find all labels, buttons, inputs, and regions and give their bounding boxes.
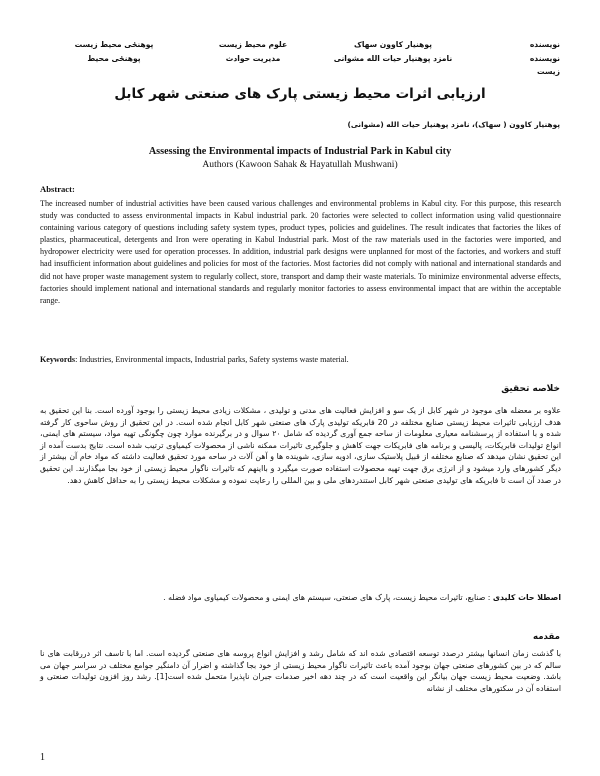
persian-keywords xyxy=(40,590,561,605)
abstract-heading: Abstract: xyxy=(40,184,75,194)
author-faculty: پوهنځی محیط xyxy=(87,54,141,63)
keywords-label: Keywords xyxy=(40,355,76,364)
author-faculty: پوهنځی محیط زیست xyxy=(74,40,154,49)
keywords-text: : Industries, Environmental impacts, Industrial parks, Safety systems waste material. xyxy=(75,355,349,364)
author-row-3 xyxy=(40,67,560,76)
author-row-1 xyxy=(40,40,560,49)
author-label: نویسنده xyxy=(529,40,560,49)
persian-summary-text: علاوه بر معضله های موجود در شهر کابل از یک سو و افزایش فعالیت های مدنی و تولیدی ، مشکلات زیادی محیط زیستی را بوجود آورده است. بنا این تحقیق به هدف ارزیابی تاثیرات محیط زیستی صنایع مختلفه در 20 فابریکه تولیدی پارک های صنعتی شهر کابل انجام شده است. در این تحقیق از روش ساحوی کار گرفته شده و با استفاده از پرسشنامه معیاری معلومات از ساحه جمع آوری گردیده که شامل ۲۰ سوال و در برگیرنده موارد چون چگونگی تهیه مواد، سیستم های ایمنی، انواع تولیدات فابریکات، پالیسی و برنامه های فابریکات جهت کاهش و جلوگیری تاثیرات ممکنه ناشی از محصولات کیمیاوی ترتیب شده است. نتایج بدست آمده از این تحقیق نشان میدهد که صنایع مختلفه از قبیل پلاستیک سازی، ادویه سازی، شوینده ها و آهن آلات در ساحه مورد تحقیق فعالیت داشته که مواد خام آن بیشتر از دیگر کشورهای وارد میشود و از انرژی برق جهت تهیه محصولات استفاده صورت میگیرد و بااینهم که تاثیرات ناگوار محیط زیستی از خود بجا میگذارند. این تحقیق در صدد آن است تا فابریکه های تولیدی صنعتی شهر کابل استندردهای ملی و بین المللی را رعایت نموده و مشکلات محیط زیستی را به حداقل کاهش دهد. xyxy=(40,406,561,485)
persian-summary-heading: خلاصه تحقیق xyxy=(501,384,560,394)
page-number: 1 xyxy=(40,752,45,763)
persian-title: ارزیابی اثرات محیط زیستی پارک های صنعتی شهر کابل xyxy=(114,86,486,102)
author-name: نامزد پوهنیار حیات الله مشوانی xyxy=(333,54,453,63)
keywords xyxy=(40,355,561,364)
author-label: زیست xyxy=(537,67,560,76)
persian-intro-heading: مقدمه xyxy=(532,632,560,642)
author-label: نویسنده xyxy=(529,54,560,63)
persian-keywords-text: : صنایع، تاثیرات محیط زیست، پارک های صنعتی، سیستم های ایمنی و محصولات کیمیاوی مواد فضله . xyxy=(163,593,493,602)
english-title: Assessing the Environmental impacts of Industrial Park in Kabul city xyxy=(148,146,452,157)
persian-keywords-label: اصطلا حات کلیدی xyxy=(492,593,561,602)
abstract-text: The increased number of industrial activities have been caused various challenges and environmental problems in Kabul city. For this purpose, this research study was conducted to assess environmental impacts in Kabul industrial park. 20 factories were selected to collect information using valid questionnaire containing various category of questions including safety system types, product types, policies and guidelines. The result indicates that factories the likes of plastics, pharmaceutical, detergents and Iron were operating in Kabul Industrial park. Most of the raw materials used in the factories were imported, and hydropower electricity were used for operation processes. In addition, industrial park designs were unplanned for most of the factories, and workers and stuff had insufficient information about guidelines and policies for most of the factories. Most factories did not comply with national and international standards and did not have proper waste management system to regularly collect, store, transport and damp their waste materials. To minimize environmental adverse effects, factories should implement national and international standards and regularly monitor factories to assess environmental impact that are within the acceptable range. xyxy=(40,199,561,305)
author-row-2 xyxy=(40,54,560,63)
english-authors: Authors (Kawoon Sahak & Hayatullah Mushwani) xyxy=(202,159,398,170)
persian-intro-text: با گذشت زمان انسانها بیشتر درصدد توسعه اقتصادی شده اند که شامل رشد و افزایش انواع پروسه های صنعتی گردیده است. اما با تاسف اثر دررقابت های نا سالم که در بین کشورهای صنعتی جهان بوجود آمده باعث تاثیرات ناگوار محیط زیستی از خود بجا گذاشته و اضرار آن دامنگیر جوامع مختلف در سراسر جهان می باشد. وضعیت محیط زیست جهان بیانگر این واقعیت است که در چند دهه اخیر صدمات جبران ناپذیرا متحمل شده است[1]. رشد روز افزون تولیدات صنعتی و استفاده آن در سکتورهای مختلف از نشانه xyxy=(40,649,562,693)
author-department: علوم محیط زیست xyxy=(218,40,288,49)
author-department: مدیریت حوادث xyxy=(225,54,281,63)
persian-authors: پوهنیار کاوون ( سهاک)، نامزد پوهنیار حیات الله (مشوانی) xyxy=(347,120,560,129)
author-name: پوهنیار کاوون سهاک xyxy=(354,40,432,49)
